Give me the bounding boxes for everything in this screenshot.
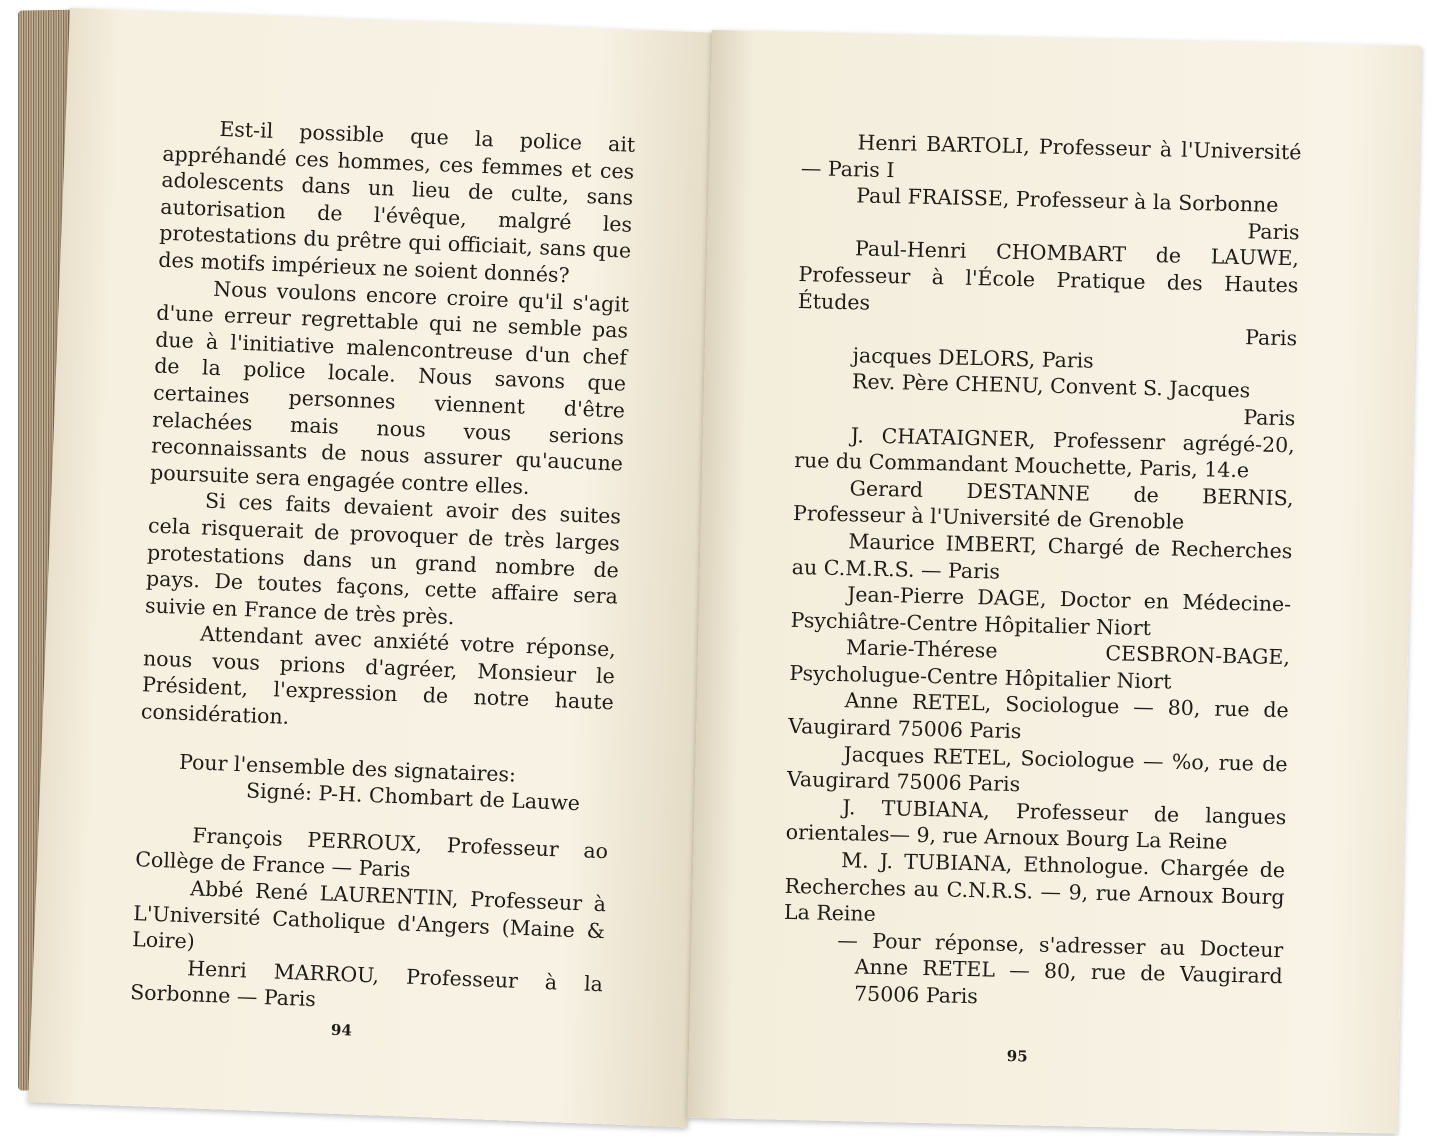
signatory-entry: François PERROUX, Professeur ao Collège de France — Paris [134, 823, 609, 883]
right-page [687, 30, 1422, 1134]
signatory-entry: M. J. TUBIANA, Ethnologue. Chargée de Recherches au C.N.R.S. — 9, rue Arnoux Bourg La Reine [783, 848, 1286, 927]
signature: Signé: P-H. Chombart de Lauwe [245, 778, 581, 816]
signatory-entry: Marie-Thérese CESBRON-BAGE, Psycholugue-Centre Hôpitalier Niort [789, 635, 1291, 694]
paragraph: Nous voulons encore croire qu'il s'agit d'une erreur regrettable qui ne semble pas due à l'initiative malencontreuse d'un chef de la police locale. Nous savons que certaines personnes viennent d'être relachées mais nous vous serions reconnaissants de nous assurer qu'aucune poursuite sera engagée contre elles. [149, 276, 630, 499]
page-number: 94 [330, 1020, 353, 1040]
left-page [28, 8, 730, 1128]
left-page-text [130, 114, 636, 1024]
paragraph: Si ces faits devaient avoir des suites cela risquerait de provoquer de très larges protestations dans un grand nombre de pays. De toutes façons, cette affaire sera suivie en France de très près. [144, 488, 622, 629]
closing-note: — Pour réponse, s'adresser au Docteur Anne RETEL — 80, rue de Vaugirard 75006 Paris [837, 927, 1284, 1009]
signatory-entry: Jean-Pierre DAGE, Doctor en Médecine-Psychiâtre-Centre Hôpitalier Niort [790, 582, 1292, 640]
signatory-entry: Henri MARROU, Professeur à la Sorbonne — Paris [129, 956, 604, 1012]
right-page-text [782, 128, 1302, 1017]
signatory-entry: Maurice IMBERT, Chargé de Recherches au C.M.R.S. — Paris [791, 529, 1293, 584]
signatory-entry: J. CHATAIGNER, Professenr agrégé-20, rue du Commandant Mouchette, Paris, 14.e [793, 422, 1296, 483]
signatory-entry: Anne RETEL, Sociologue — 80, rue de Vaugirard 75006 Paris [787, 688, 1289, 744]
signatory-entry: Henri BARTOLI, Professeur à l'Université — Paris I [800, 130, 1302, 182]
signatory-entry: Abbé René LAURENTIN, Professeur à L'Université Catholique d'Angers (Maine & Loire) [131, 876, 607, 954]
signatory-entry: Gerard DESTANNE de BERNIS, Professeur à l'Université de Grenoble [792, 475, 1294, 535]
paragraph: Est-il possible que la police ait appréhandé ces hommes, ces femmes et ces adolescents dans un lieu de culte, sans autorisation de l'évêque, malgré les protestations du prêtre qui officiait, sans que des motifs impérieux ne soient donnés? [157, 116, 636, 288]
signatory-entry: jacques DELORS, Paris [852, 343, 1095, 373]
signatory-entry: Rev. Père CHENU, Convent S. Jacques Paris [851, 369, 1296, 431]
signatory-entry: J. TUBIANA, Professeur de langues orientales— 9, rue Arnoux Bourg La Reine [785, 795, 1287, 855]
signatory-entry: Paul-Henri CHOMBART de LAUWE, Professeur à l'École Pratique des Hautes Études Paris [797, 236, 1300, 351]
signatory-entry: Jacques RETEL, Sociologue — %o, rue de Vaugirard 75006 Paris [786, 741, 1288, 797]
signatory-entry: Paul FRAISSE, Professeur à la Sorbonne Paris [856, 183, 1300, 245]
paragraph: Attendant avec anxiété votre réponse, nous vous prions d'agréer, Monsieur le Président, l'expression de notre haute considération. [140, 621, 617, 729]
signature-intro: Pour l'ensemble des signataires: [178, 749, 517, 787]
page-number: 95 [1006, 1046, 1028, 1066]
